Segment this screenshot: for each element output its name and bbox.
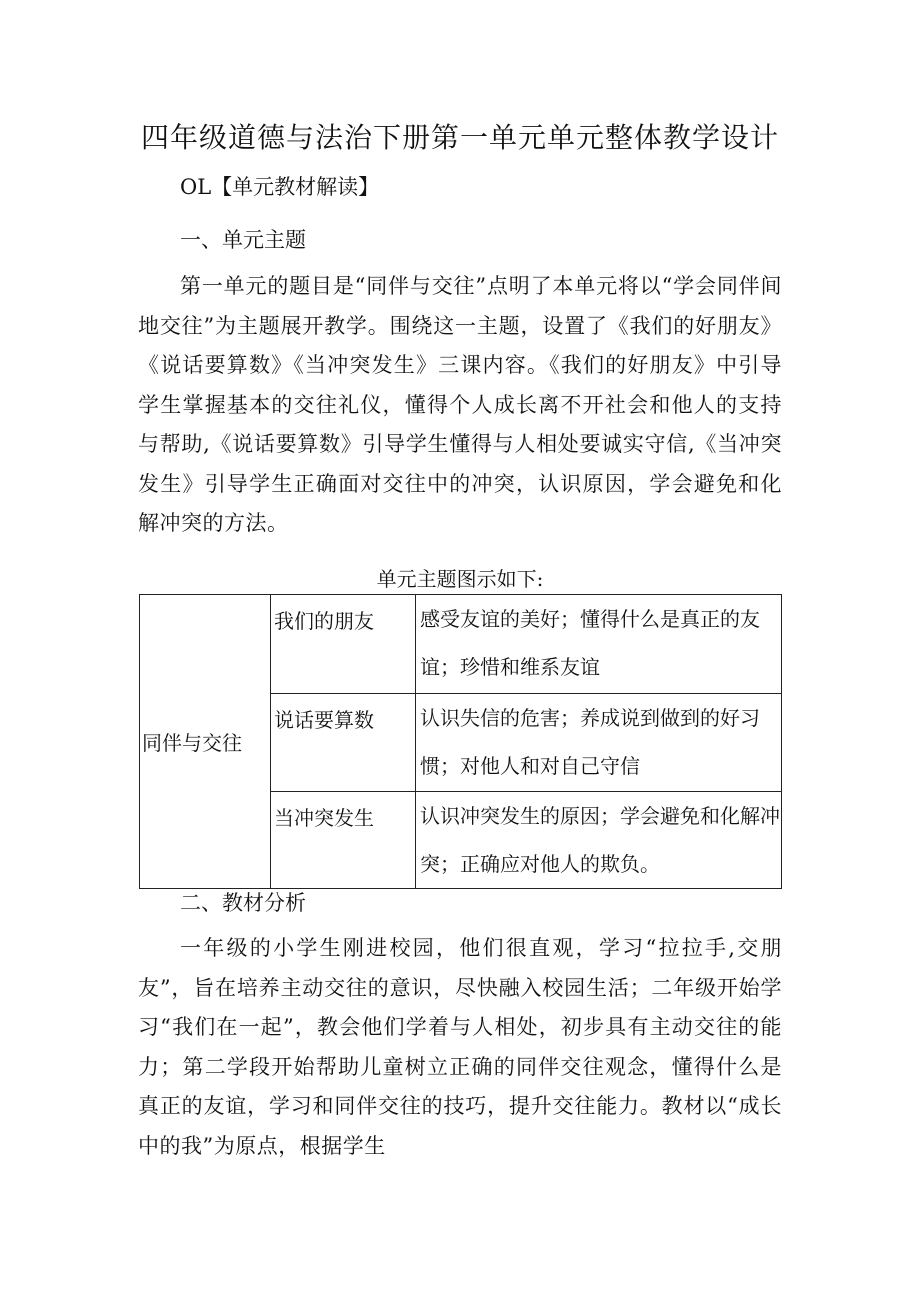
theme-cell: 同伴与交往 — [140, 595, 271, 889]
unit-theme-table — [139, 594, 782, 889]
heading-material-analysis: 二、教材分析 — [180, 891, 306, 915]
heading-unit-theme: 一、单元主题 — [180, 228, 306, 252]
content-text: 感受友谊的美好；懂得什么是真正的友谊；珍惜和维系友谊 — [420, 607, 760, 679]
lesson-cell: 说话要算数 — [271, 694, 416, 792]
content-cell — [416, 792, 782, 889]
paragraph-unit-theme: 第一单元的题目是“同伴与交往”点明了本单元将以“学会同伴间地交往”为主题展开教学。围绕这一主题，设置了《我们的好朋友》《说话要算数》《当冲突发生》三课内容。《我们的好朋友》中引导学生掌握基本的交往礼仪，懂得个人成长离不开社会和他人的支持与帮助,《说话要算数》引导学生懂得与人相处要诚实守信,《当冲突发生》引导学生正确面对交往中的冲突，认识原因，学会避免和化解冲突的方法。 — [138, 274, 782, 535]
content-text: 认识冲突发生的原因；学会避免和化解冲突；正确应对他人的欺负。 — [420, 804, 780, 876]
table-caption: 单元主题图示如下: — [376, 567, 544, 591]
section-label: OL【单元教材解读】 — [180, 175, 380, 199]
content-text: 认识失信的危害；养成说到做到的好习惯；对他人和对自己守信 — [420, 706, 760, 778]
content-cell — [416, 595, 782, 694]
document-title: 四年级道德与法治下册第一单元单元整体教学设计 — [140, 121, 779, 154]
content-cell — [416, 694, 782, 792]
lesson-cell: 当冲突发生 — [271, 792, 416, 889]
lesson-cell: 我们的朋友 — [271, 595, 416, 694]
paragraph-material-analysis: 一年级的小学生刚进校园，他们很直观，学习“拉拉手,交朋友”，旨在培养主动交往的意识，尽快融入校园生活；二年级开始学习“我们在一起”，教会他们学着与人相处，初步具有主动交往的能力；第二学段开始帮助儿童树立正确的同伴交往观念，懂得什么是真正的友谊，学习和同伴交往的技巧，提升交往能力。教材以“成长中的我”为原点，根据学生 — [138, 936, 782, 1158]
table-row — [140, 595, 782, 694]
